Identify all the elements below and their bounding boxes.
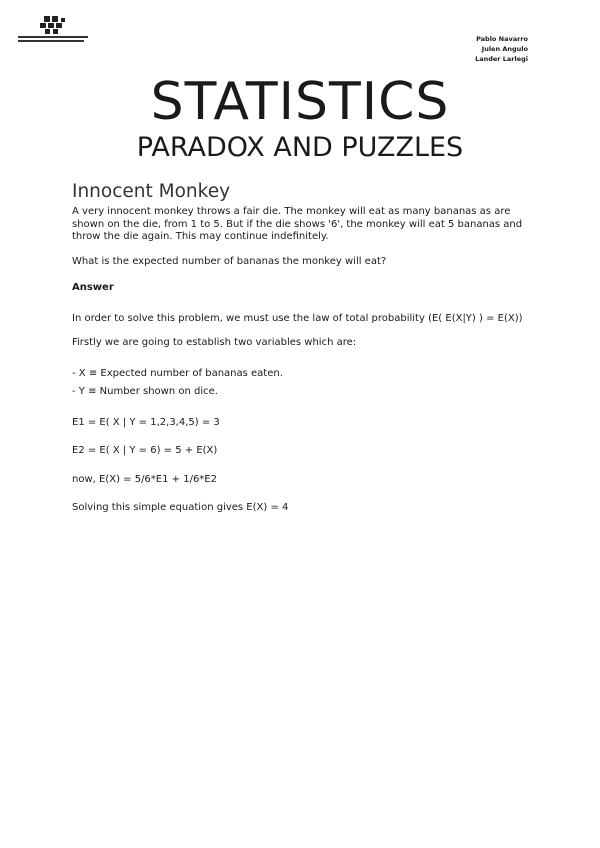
- equation-e2: E2 = E( X | Y = 6) = 5 + E(X): [72, 445, 218, 456]
- solution-text: Solving this simple equation gives E(X) = 4: [72, 502, 289, 513]
- document-title: STATISTICS: [150, 72, 450, 132]
- variable-item: - X ≡ Expected number of bananas eaten.: [72, 367, 283, 379]
- intro-text: In order to solve this problem, we must use the law of total probability (E( E(X|Y) ) = E(X)): [72, 312, 523, 324]
- author-list: [475, 34, 528, 64]
- section-heading: Innocent Monkey: [72, 181, 231, 202]
- university-wordmark: [18, 36, 90, 44]
- document-subtitle: PARADOX AND PUZZLES: [136, 132, 464, 163]
- variable-list: [72, 368, 532, 399]
- document-body: [72, 180, 532, 515]
- variable-item: - Y ≡ Number shown on dice.: [72, 386, 218, 397]
- variables-intro: Firstly we are going to establish two variables which are:: [72, 337, 357, 348]
- equation-expectation: now, E(X) = 5/6*E1 + 1/6*E2: [72, 473, 217, 485]
- author-name: Pablo Navarro: [476, 35, 528, 43]
- university-logo: [18, 14, 90, 48]
- answer-label: Answer: [72, 282, 114, 293]
- equation-e1: E1 = E( X | Y = 1,2,3,4,5) = 3: [72, 416, 220, 428]
- problem-statement: A very innocent monkey throws a fair die. The monkey will eat as many bananas as are shown on the die, from 1 to 5. But if the die shows '6', the monkey will eat 5 bananas and throw the die again. This may continue indefinitely.: [72, 206, 523, 242]
- university-emblem-icon: [18, 14, 90, 36]
- author-name: Lander Larlegi: [475, 55, 528, 63]
- author-name: Julen Angulo: [481, 45, 528, 53]
- question-text: What is the expected number of bananas the monkey will eat?: [72, 255, 387, 267]
